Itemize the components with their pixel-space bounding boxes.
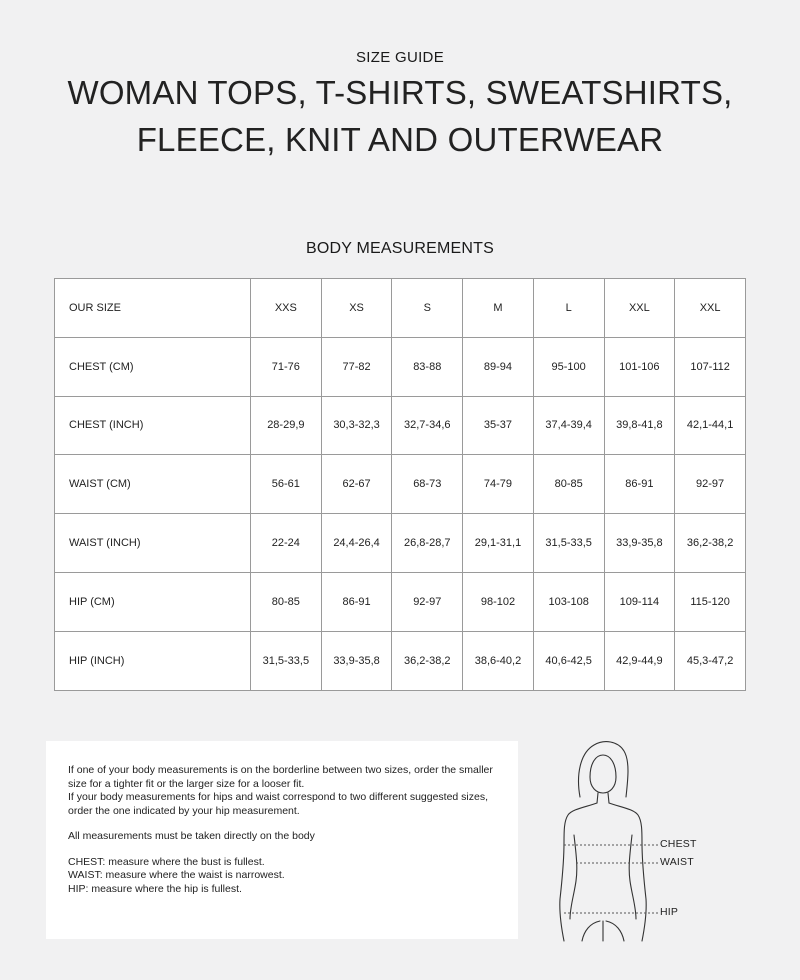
table-row: [55, 455, 746, 514]
size-header-row: [55, 279, 746, 338]
table-cell: 68-73: [392, 455, 463, 514]
figure-label-waist: WAIST: [660, 856, 694, 868]
table-cell: 98-102: [463, 572, 534, 631]
table-row: [55, 337, 746, 396]
table-cell: 92-97: [392, 572, 463, 631]
table-cell: 36,2-38,2: [392, 631, 463, 690]
size-header: XXL: [675, 279, 746, 338]
table-cell: 89-94: [463, 337, 534, 396]
table-cell: 101-106: [604, 337, 675, 396]
table-cell: 39,8-41,8: [604, 396, 675, 455]
table-row: [55, 631, 746, 690]
table-cell: 92-97: [675, 455, 746, 514]
size-guide-eyebrow: SIZE GUIDE: [355, 49, 444, 66]
row-label: CHEST (INCH): [55, 396, 251, 455]
body-figure: [540, 735, 760, 945]
table-cell: 95-100: [533, 337, 604, 396]
size-header: XXS: [251, 279, 322, 338]
table-cell: 74-79: [463, 455, 534, 514]
size-table: [54, 278, 746, 691]
note-on-body: All measurements must be taken directly on the body: [68, 830, 315, 842]
table-cell: 35-37: [463, 396, 534, 455]
body-measurements-title: BODY MEASUREMENTS: [305, 240, 495, 257]
table-cell: 115-120: [675, 572, 746, 631]
page-title-line-1: WOMAN TOPS, T-SHIRTS, SWEATSHIRTS,: [67, 74, 733, 111]
table-cell: 83-88: [392, 337, 463, 396]
table-cell: 109-114: [604, 572, 675, 631]
size-header: XS: [321, 279, 392, 338]
table-cell: 45,3-47,2: [675, 631, 746, 690]
table-cell: 36,2-38,2: [675, 514, 746, 573]
table-cell: 107-112: [675, 337, 746, 396]
row-label: WAIST (CM): [55, 455, 251, 514]
table-cell: 80-85: [533, 455, 604, 514]
table-cell: 31,5-33,5: [533, 514, 604, 573]
size-header: S: [392, 279, 463, 338]
table-cell: 38,6-40,2: [463, 631, 534, 690]
table-cell: 42,9-44,9: [604, 631, 675, 690]
table-cell: 40,6-42,5: [533, 631, 604, 690]
row-label: CHEST (CM): [55, 337, 251, 396]
table-row: [55, 514, 746, 573]
table-row: [55, 572, 746, 631]
table-cell: 28-29,9: [251, 396, 322, 455]
note-waist: WAIST: measure where the waist is narrowest.: [68, 869, 285, 881]
table-cell: 31,5-33,5: [251, 631, 322, 690]
size-header: L: [533, 279, 604, 338]
table-cell: 24,4-26,4: [321, 514, 392, 573]
table-cell: 56-61: [251, 455, 322, 514]
corner-label: OUR SIZE: [55, 279, 251, 338]
table-cell: 86-91: [321, 572, 392, 631]
note-borderline: If one of your body measurements is on the borderline between two sizes, order the smaller size for a tighter fit or the larger size for a looser fit.: [68, 764, 493, 790]
table-cell: 42,1-44,1: [675, 396, 746, 455]
page-title-line-2: FLEECE, KNIT AND OUTERWEAR: [136, 121, 664, 158]
figure-label-hip: HIP: [660, 906, 679, 918]
table-cell: 86-91: [604, 455, 675, 514]
note-hip: HIP: measure where the hip is fullest.: [68, 882, 242, 895]
body-silhouette-icon: [540, 735, 760, 945]
table-cell: 62-67: [321, 455, 392, 514]
table-cell: 37,4-39,4: [533, 396, 604, 455]
table-cell: 33,9-35,8: [604, 514, 675, 573]
table-cell: 71-76: [251, 337, 322, 396]
table-cell: 33,9-35,8: [321, 631, 392, 690]
table-cell: 26,8-28,7: [392, 514, 463, 573]
note-hip-priority: If your body measurements for hips and waist correspond to two different suggested sizes, order the one indicated by your hip measurement.: [68, 791, 489, 817]
table-cell: 29,1-31,1: [463, 514, 534, 573]
size-header: XXL: [604, 279, 675, 338]
row-label: HIP (INCH): [55, 631, 251, 690]
row-label: WAIST (INCH): [55, 514, 251, 573]
table-cell: 22-24: [251, 514, 322, 573]
measurement-notes: [46, 741, 518, 939]
table-cell: 32,7-34,6: [392, 396, 463, 455]
table-row: [55, 396, 746, 455]
note-chest: CHEST: measure where the bust is fullest.: [68, 855, 265, 868]
row-label: HIP (CM): [55, 572, 251, 631]
figure-label-chest: CHEST: [660, 838, 697, 850]
table-cell: 103-108: [533, 572, 604, 631]
table-cell: 77-82: [321, 337, 392, 396]
table-cell: 80-85: [251, 572, 322, 631]
table-cell: 30,3-32,3: [321, 396, 392, 455]
size-header: M: [463, 279, 534, 338]
